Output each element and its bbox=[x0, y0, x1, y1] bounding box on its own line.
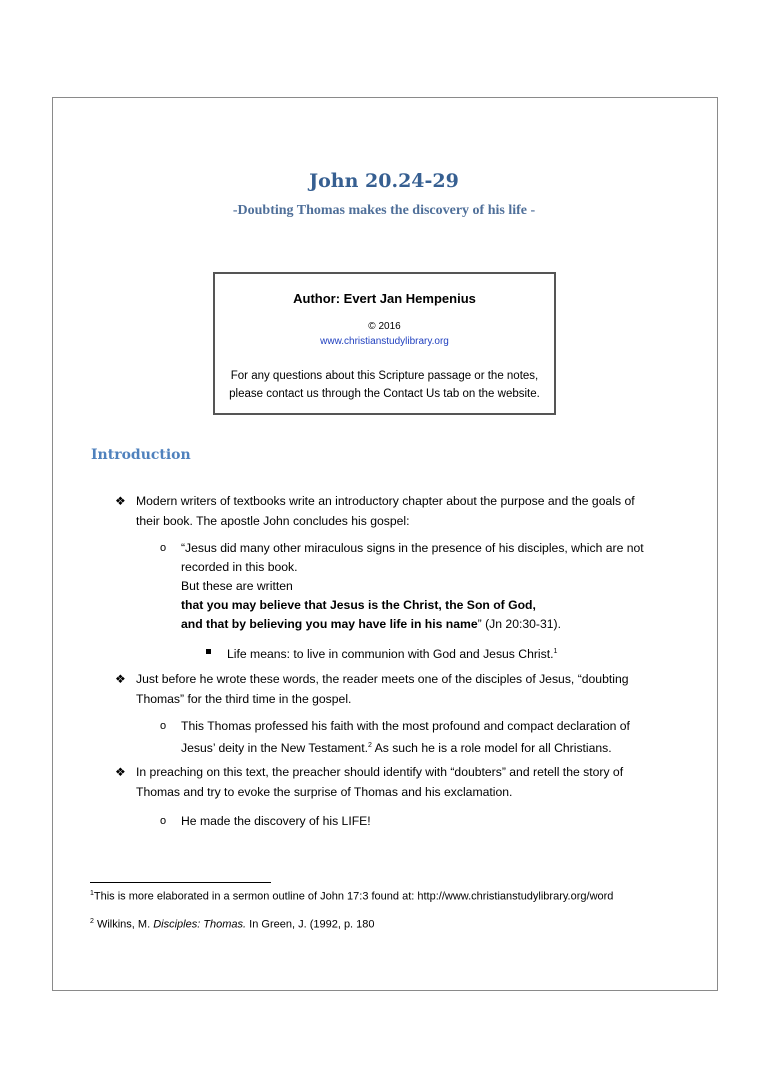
document-subtitle: -Doubting Thomas makes the discovery of his life - bbox=[232, 203, 536, 218]
thomas-line-2 bbox=[181, 738, 612, 756]
footnote-number: 2 bbox=[90, 918, 94, 925]
footnote-number: 1 bbox=[90, 890, 94, 897]
quote-ref: ” (Jn 20:30-31). bbox=[477, 617, 561, 631]
bullet-2-line-1: Just before he wrote these words, the reader meets one of the disciples of Jesus, “doubting bbox=[136, 672, 629, 686]
contact-line-1: For any questions about this Scripture passage or the notes, bbox=[230, 370, 539, 382]
quote-bold: and that by believing you may have life in his name bbox=[181, 617, 478, 631]
copyright: © 2016 bbox=[368, 321, 401, 332]
footnote-1 bbox=[90, 890, 613, 903]
bullet-1-line-2: their book. The apostle John concludes his gospel: bbox=[136, 514, 410, 528]
contact-line-2: please contact us through the Contact Us tab on the website. bbox=[229, 388, 540, 400]
bullet-1-line-1: Modern writers of textbooks write an introductory chapter about the purpose and the goals of bbox=[136, 494, 635, 508]
section-heading-introduction: Introduction bbox=[91, 447, 191, 463]
bullet-3-line-2: Thomas and try to evoke the surprise of Thomas and his exclamation. bbox=[136, 785, 513, 799]
life-meaning bbox=[227, 644, 557, 662]
thomas-line-1: This Thomas professed his faith with the most profound and compact declaration of bbox=[181, 719, 630, 733]
footnote-text: This is more elaborated in a sermon outline of John 17:3 found at: http://www.christianstudylibrary.org/word bbox=[93, 890, 614, 903]
quote-line-1: “Jesus did many other miraculous signs in the presence of his disciples, which are not bbox=[181, 541, 644, 555]
document-title: John 20.24-29 bbox=[309, 170, 459, 192]
footnote-text: Wilkins, M. bbox=[93, 918, 154, 931]
bullet-icon: ❖ bbox=[115, 672, 126, 686]
bullet-icon: ❖ bbox=[115, 765, 126, 779]
footnote-2 bbox=[90, 918, 375, 931]
life-text: Life means: to live in communion with God and Jesus Christ. bbox=[227, 647, 554, 662]
footnote-separator bbox=[90, 882, 271, 883]
sub-bullet-icon: o bbox=[160, 542, 167, 554]
bullet-3-line-1: In preaching on this text, the preacher should identify with “doubters” and retell the story of bbox=[136, 765, 624, 779]
thomas-text: Jesus’ deity in the New Testament. bbox=[181, 741, 368, 756]
quote-line-3: But these are written bbox=[181, 579, 293, 593]
quote-line-4: that you may believe that Jesus is the Christ, the Son of God, bbox=[181, 598, 536, 612]
footnote-ref-2[interactable]: 2 bbox=[367, 742, 372, 749]
discovery-text: He made the discovery of his LIFE! bbox=[181, 814, 371, 828]
square-bullet-icon bbox=[206, 649, 211, 654]
bullet-icon: ❖ bbox=[115, 494, 126, 508]
thomas-text-rest: As such he is a role model for all Christians. bbox=[371, 741, 612, 756]
bullet-2-line-2: Thomas” for the third time in the gospel. bbox=[136, 692, 352, 706]
website-link[interactable]: www.christianstudylibrary.org bbox=[320, 336, 449, 347]
footnote-text: In Green, J. (1992, p. 180 bbox=[246, 918, 375, 931]
sub-bullet-icon: o bbox=[160, 815, 167, 827]
footnote-title: Disciples: Thomas. bbox=[153, 918, 247, 931]
footnote-ref-1[interactable]: 1 bbox=[553, 648, 558, 655]
sub-bullet-icon: o bbox=[160, 720, 167, 732]
author: Author: Evert Jan Hempenius bbox=[293, 291, 476, 306]
quote-line-5 bbox=[181, 617, 561, 632]
quote-line-2: recorded in this book. bbox=[181, 560, 298, 574]
